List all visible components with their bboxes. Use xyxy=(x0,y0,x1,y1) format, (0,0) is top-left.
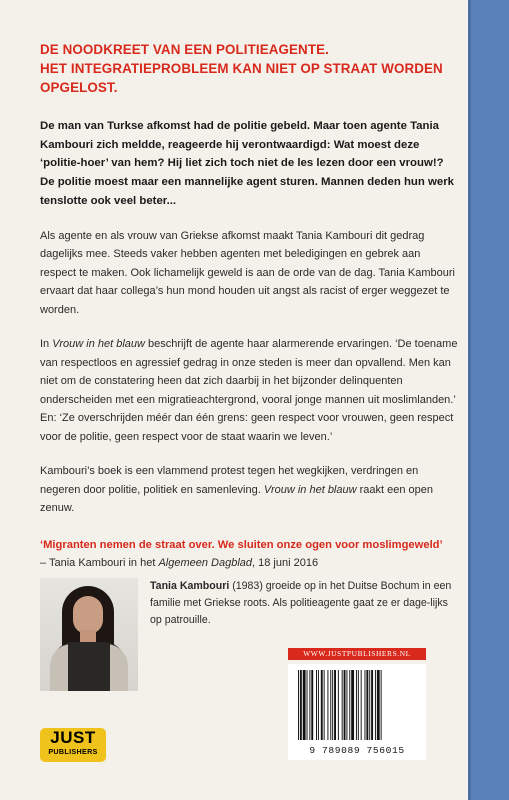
book-title: Vrouw in het blauw xyxy=(263,483,357,496)
barcode-bar xyxy=(318,670,319,740)
quote-source-prefix: – Tania Kambouri in het xyxy=(40,556,159,569)
barcode-bar xyxy=(351,670,354,740)
barcode-bar xyxy=(346,670,347,740)
author-bio-text: (1983) groeide op in het Duitse Bochum in een familie met Griekse roots. Als politieagente gaat ze er dage-lijks op patrouille. xyxy=(150,580,452,626)
barcode-bar xyxy=(342,670,343,740)
barcode-bar xyxy=(327,670,328,740)
headline xyxy=(40,40,458,97)
barcode-bar xyxy=(381,670,382,740)
paragraph-2-body: beschrijft de agente haar alarmerende ervaringen. ‘De toename van respectloos en agressief gedrag in onze steden is meer dan opvallend. Men kan niet om de constatering heen dat zich daarbij in het bijzonder delinquenten onderscheiden met een migratieachtergrond, vooral jonge mannen uit moslimlanden.’ En: ‘Ze overschrijden méér dan één grens: geen respect voor vrouwen, geen respect voor de politie, geen respect voor de staat waarin we leven.’ xyxy=(40,338,458,443)
headline-line-1: DE NOODKREET VAN EEN POLITIEAGENTE. xyxy=(40,42,329,57)
paragraph-1: Als agente en als vrouw van Griekse afkomst maakt Tania Kambouri dit gedrag dagelijks mee. Steeds vaker hebben agenten met beledigingen en gebrek aan respect te maken. Ook lichamelijk geweld is aan de orde van de dag. Tania Kambouri ervaart dat haar collega’s hun mond houden uit angst als racist of erger weggezet te worden. xyxy=(40,229,455,316)
barcode-bar xyxy=(307,670,308,740)
book-title: Vrouw in het blauw xyxy=(52,338,145,351)
pull-quote: ‘Migranten nemen de straat over. We sluiten onze ogen voor moslimgeweld’ xyxy=(40,538,443,551)
paragraph-3 xyxy=(40,462,458,518)
barcode-bar xyxy=(361,670,362,740)
newspaper-name: Algemeen Dagblad xyxy=(158,556,253,569)
paragraph-3-prefix: Kambouri’s boek is een vlammend protest tegen het wegkijken, verdringen en negeren door politie, politiek en samenleving. xyxy=(40,465,419,496)
barcode-bar xyxy=(300,670,302,740)
lead-paragraph: De man van Turkse afkomst had de politie gebeld. Maar toen agente Tania Kambouri zich meldde, reageerde hij verontwaardigd: Wat moest deze ‘politie-hoer’ van hem? Hij liet zich toch niet de les lezen door een vrouw!? De politie moest maar een mannelijke agent sturen. Mannen deden hun werk tenslotte ook veel beter... xyxy=(40,120,454,207)
publisher-logo-line-1: JUST xyxy=(50,728,96,747)
quote-source xyxy=(40,554,458,572)
barcode-bar xyxy=(377,670,380,740)
publisher-url: WWW.JUSTPUBLISHERS.NL xyxy=(288,648,426,660)
publisher-logo-line-2: PUBLISHERS xyxy=(48,747,98,756)
barcode-bar xyxy=(369,670,370,740)
author-name: Tania Kambouri xyxy=(150,580,230,592)
barcode-bar xyxy=(349,670,350,740)
paragraph-2-prefix: In xyxy=(40,338,53,351)
barcode-bar xyxy=(324,670,325,740)
cover-text xyxy=(40,40,458,572)
barcode-bar xyxy=(338,670,339,740)
publisher-logo xyxy=(40,728,106,762)
barcode-bar xyxy=(303,670,306,740)
author-bio xyxy=(150,578,460,629)
barcode-bar xyxy=(332,670,333,740)
barcode-bar xyxy=(298,670,299,740)
barcode-bar xyxy=(316,670,317,740)
paragraph-3-body: raakt een open zenuw. xyxy=(40,483,434,515)
barcode-bar xyxy=(375,670,376,740)
barcode-bar xyxy=(365,670,366,740)
author-photo xyxy=(40,578,138,691)
quote-date: , 18 juni 2016 xyxy=(252,556,319,569)
barcode-bar xyxy=(356,670,357,740)
barcode-bar xyxy=(371,670,373,740)
barcode-bar xyxy=(309,670,310,740)
barcode xyxy=(288,664,426,760)
barcode-bar xyxy=(344,670,346,740)
headline-line-2: HET INTEGRATIEPROBLEEM KAN NIET OP STRAAT WORDEN OPGELOST. xyxy=(40,61,443,95)
isbn-number: 9 789089 756015 xyxy=(309,745,405,756)
barcode-bar xyxy=(358,670,359,740)
barcode-bar xyxy=(366,670,368,740)
barcode-bar xyxy=(330,670,331,740)
barcode-bar xyxy=(311,670,313,740)
spine-edge xyxy=(468,0,509,800)
barcode-bars xyxy=(288,664,426,742)
barcode-bar xyxy=(321,670,323,740)
barcode-bar xyxy=(334,670,336,740)
paragraph-2 xyxy=(40,335,458,446)
